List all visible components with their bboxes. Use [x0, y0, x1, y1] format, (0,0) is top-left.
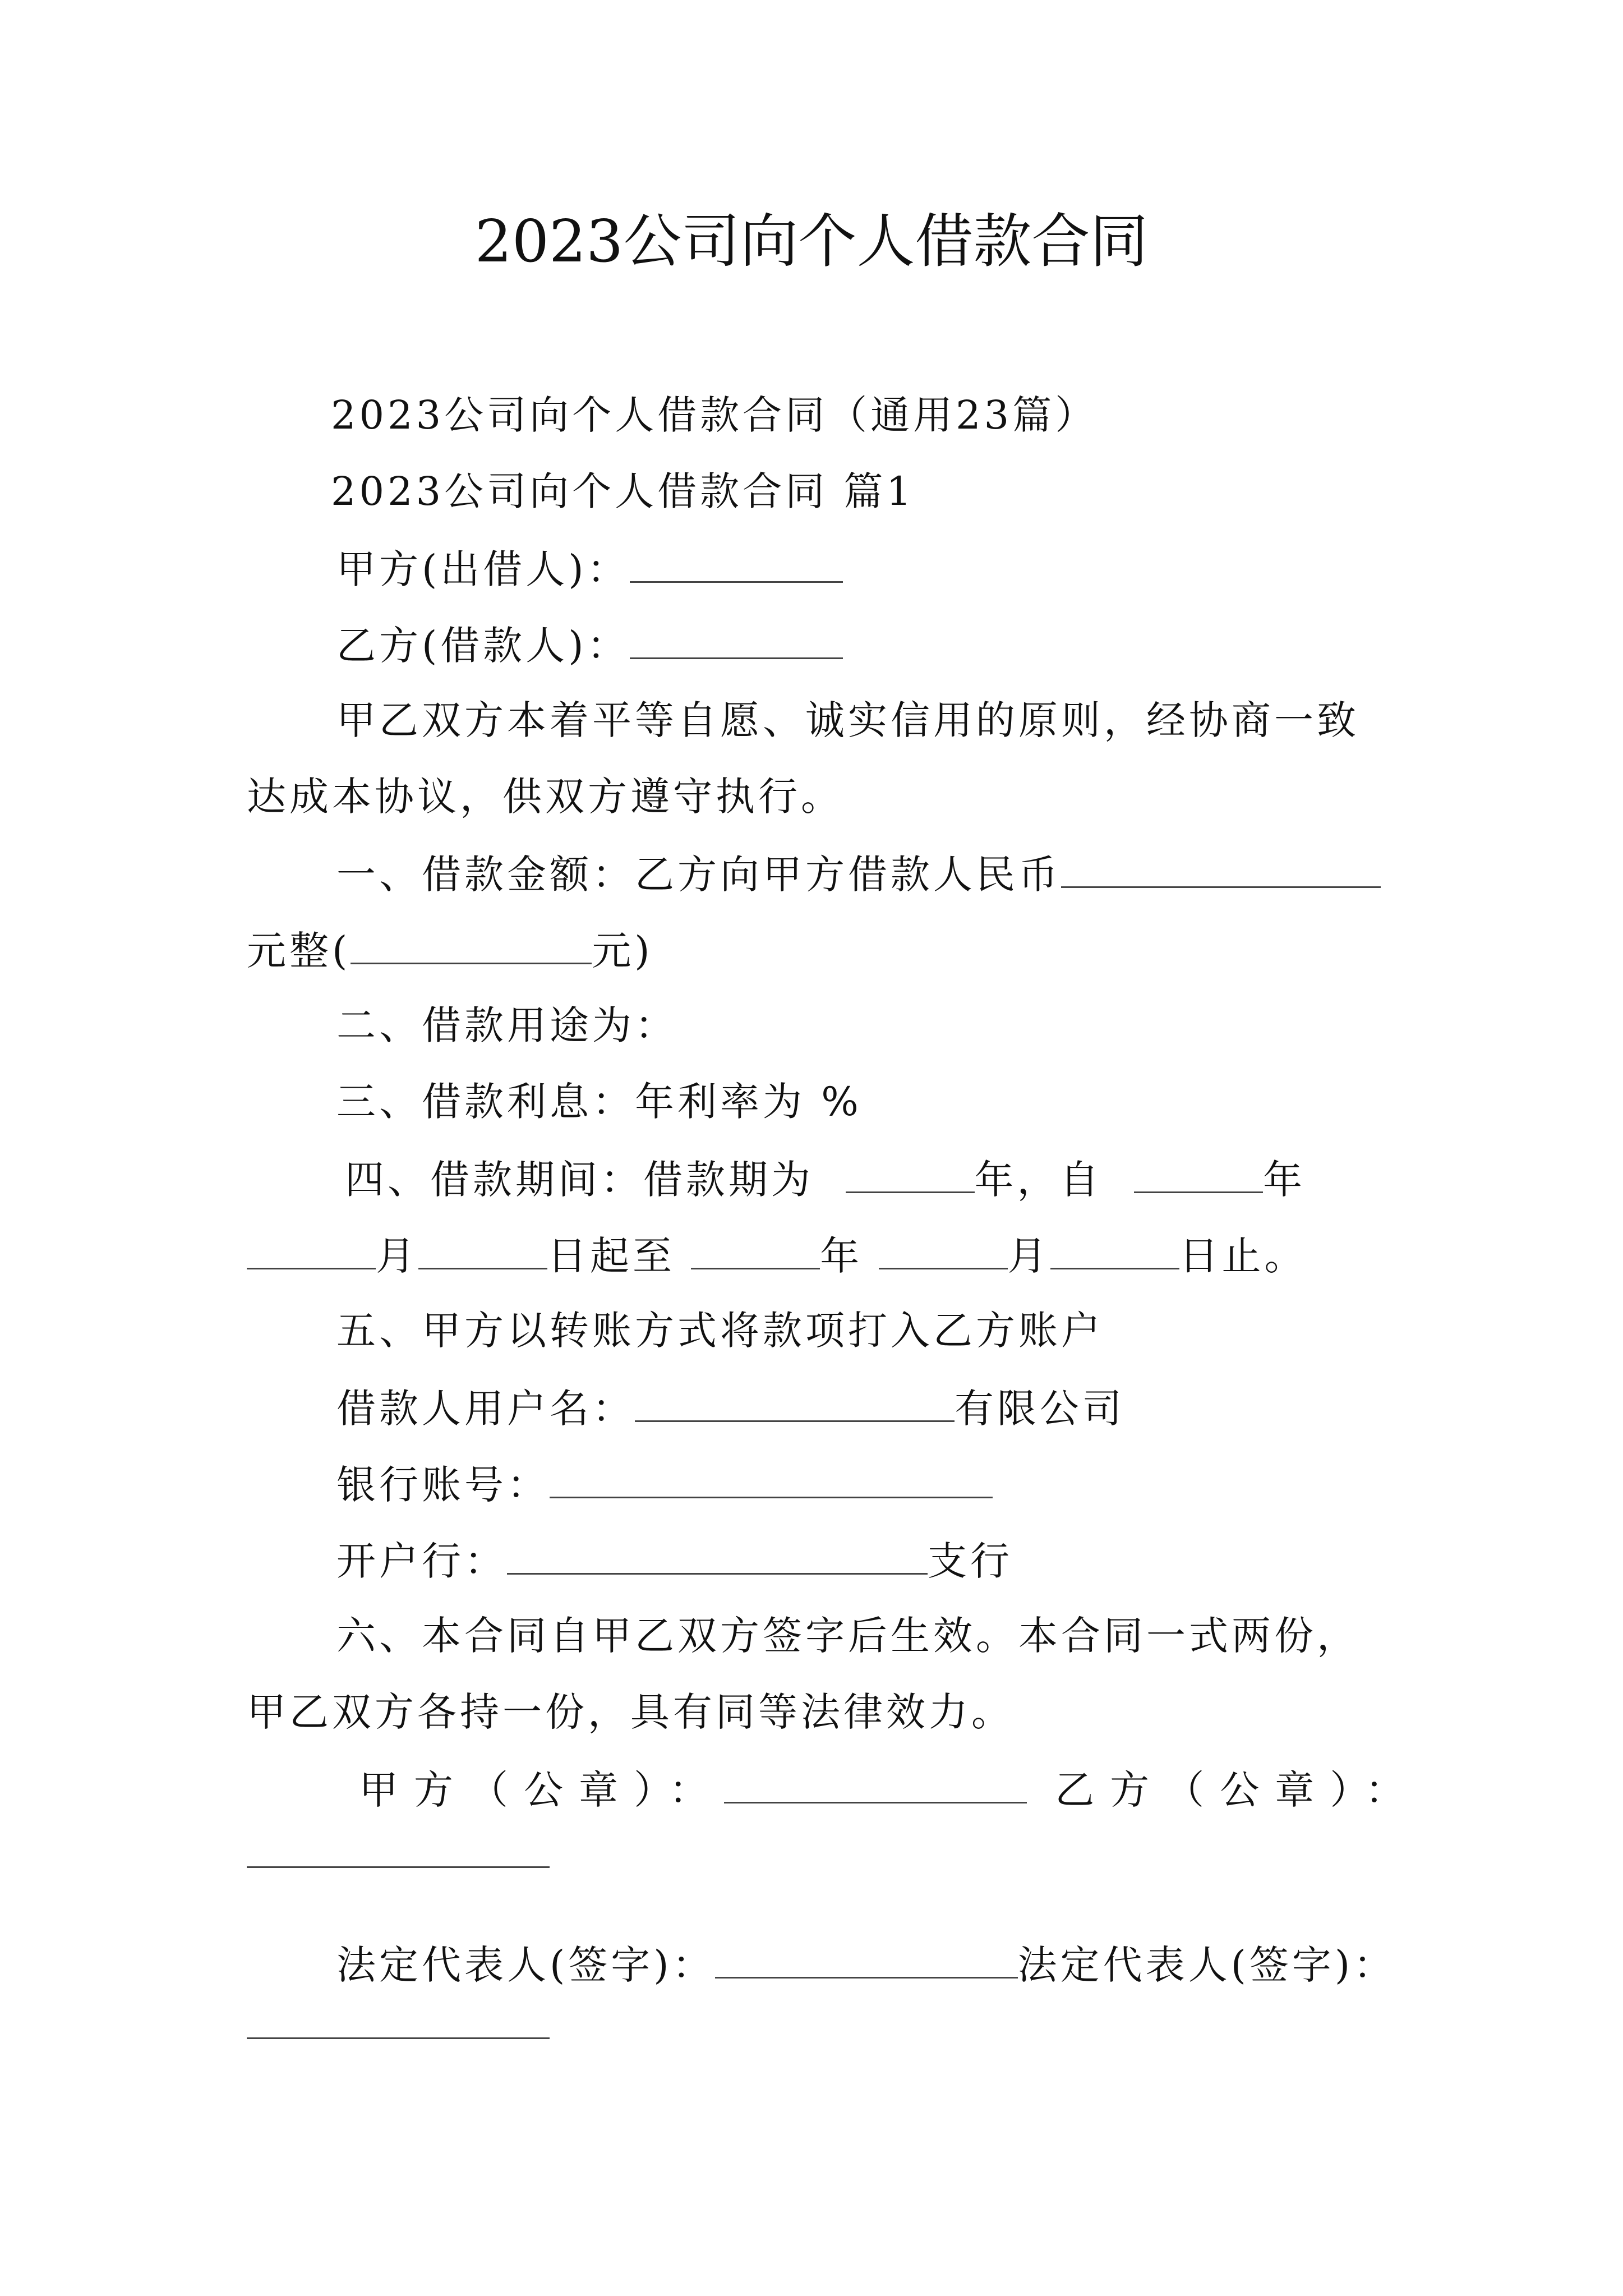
end-month-blank — [879, 1226, 1008, 1269]
party-a-blank — [630, 540, 843, 583]
rep-b-label: 法定代表人(签字)： — [1017, 1942, 1396, 1988]
rep-b-blank — [247, 2036, 550, 2039]
party-a-line — [336, 540, 843, 597]
account-name-blank — [635, 1379, 955, 1422]
end-day-blank — [1050, 1226, 1179, 1269]
bank-line — [336, 1531, 1013, 1589]
clause1-text: 一、借款金额：乙方向甲方借款人民币 — [336, 852, 1061, 898]
clause4-year-from: 年，自 — [974, 1157, 1103, 1203]
clause1-yuan-text: 元整( — [247, 928, 351, 974]
intro-line-1: 甲乙双方本着平等自愿、诚实信用的原则，经协商一致 — [336, 697, 1359, 743]
clause6-line-1: 六、本合同自甲乙双方签字后生效。本合同一式两份， — [336, 1613, 1359, 1659]
account-name-label: 借款人用户名： — [336, 1386, 635, 1432]
account-number-blank — [550, 1455, 993, 1498]
loan-amount-numeric-blank — [351, 921, 592, 964]
representative-line — [336, 1935, 1396, 1993]
clause2-line: 二、借款用途为： — [336, 1002, 677, 1048]
clause5-line: 五、甲方以转账方式将款项打入乙方账户 — [336, 1308, 1104, 1354]
bank-blank — [507, 1531, 928, 1575]
rep-a-blank — [715, 1935, 1018, 1978]
party-b-label: 乙方(借款人)： — [336, 623, 630, 669]
clause4-text: 四、借款期间：借款期为 — [345, 1157, 814, 1203]
document-title: 2023公司向个人借款合同 — [474, 207, 1149, 275]
end-year-blank — [691, 1226, 820, 1269]
bank-suffix: 支行 — [928, 1538, 1013, 1584]
seal-b-blank — [247, 1865, 550, 1868]
clause4-month-label: 月 — [376, 1233, 418, 1279]
clause4-day-until: 日起至 — [547, 1233, 675, 1279]
seal-a-label: 甲方（公章）： — [359, 1767, 724, 1813]
loan-amount-blank — [1061, 845, 1381, 888]
term-years-blank — [846, 1150, 975, 1193]
clause6-line-2: 甲乙双方各持一份，具有同等法律效力。 — [247, 1689, 1014, 1735]
start-year-blank — [1134, 1150, 1263, 1193]
account-number-label: 银行账号： — [336, 1462, 550, 1508]
intro-line-2: 达成本协议，供双方遵守执行。 — [247, 774, 843, 820]
clause1-line-1 — [336, 845, 1381, 903]
bank-label: 开户行： — [336, 1538, 507, 1584]
seal-b-label: 乙方（公章）： — [1055, 1767, 1421, 1813]
party-a-label: 甲方(出借人)： — [336, 546, 630, 592]
clause1-close-text: 元) — [592, 928, 653, 974]
account-number-line — [336, 1455, 993, 1513]
part-heading: 2023公司向个人借款合同 篇1 — [331, 468, 915, 514]
account-name-suffix: 有限公司 — [955, 1386, 1125, 1432]
seal-line — [359, 1760, 1420, 1818]
seal-a-blank — [724, 1760, 1027, 1803]
clause4-end-year-label: 年 — [820, 1233, 863, 1279]
document-subtitle: 2023公司向个人借款合同（通用23篇） — [331, 392, 1098, 438]
clause4-end-month-label: 月 — [1007, 1233, 1050, 1279]
clause4-line-2 — [247, 1226, 1307, 1284]
rep-a-label: 法定代表人(签字)： — [336, 1942, 715, 1988]
clause4-line-1 — [345, 1150, 1306, 1208]
clause4-year-label: 年 — [1263, 1157, 1306, 1203]
party-b-line — [336, 616, 843, 674]
clause4-end-day-label: 日止。 — [1179, 1233, 1307, 1279]
clause1-line-2 — [247, 921, 653, 979]
start-day-blank — [418, 1226, 547, 1269]
clause3-line: 三、借款利息：年利率为 % — [336, 1079, 862, 1125]
start-month-blank — [247, 1226, 376, 1269]
account-name-line — [336, 1379, 1125, 1437]
party-b-blank — [630, 616, 843, 659]
